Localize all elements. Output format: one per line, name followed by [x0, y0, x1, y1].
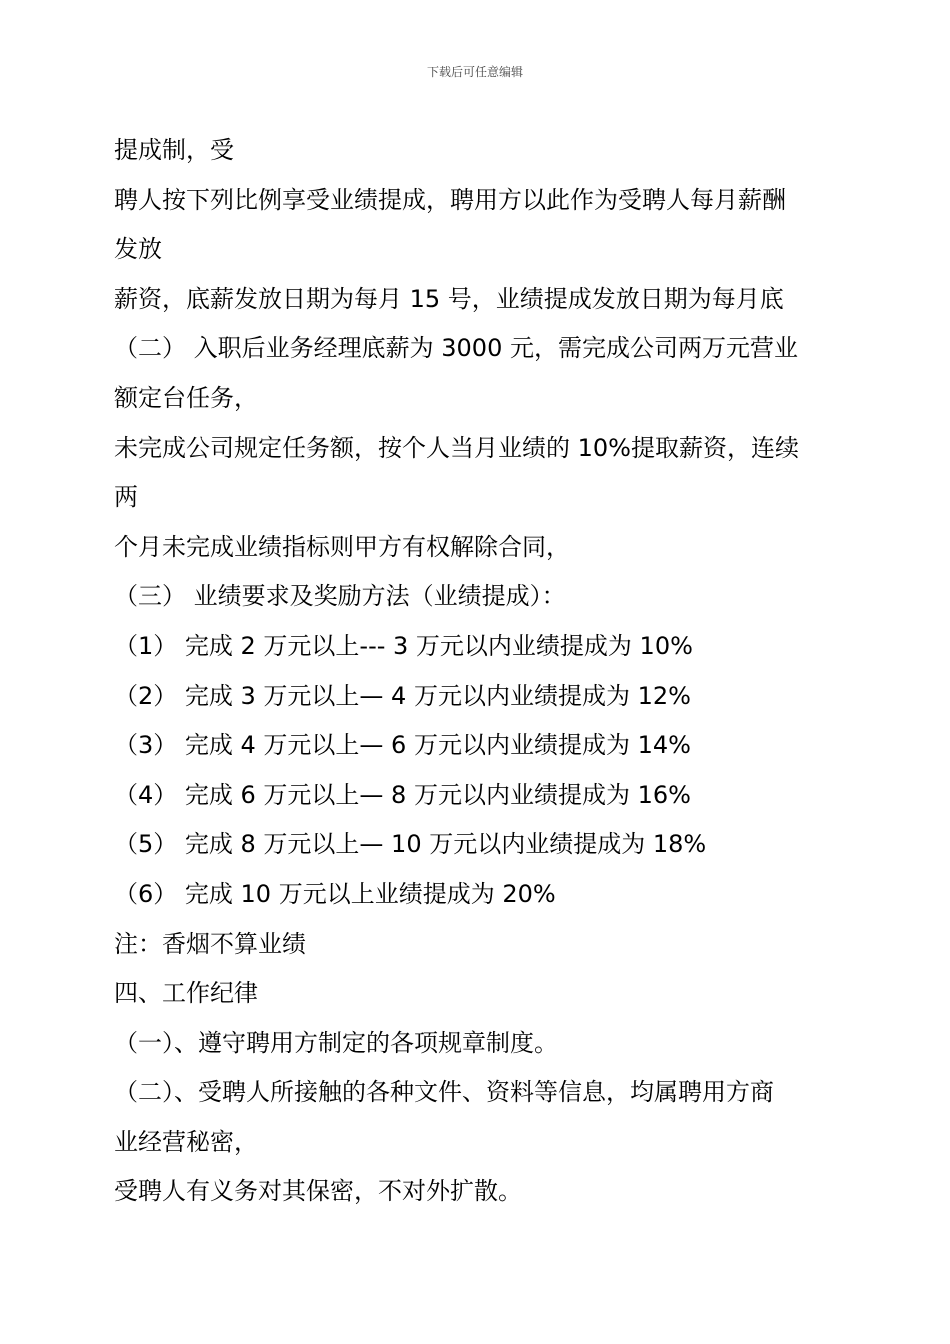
text-line: （二） 入职后业务经理底薪为 3000 元，需完成公司两万元营业 [114, 334, 798, 363]
text-line: （二）、受聘人所接触的各种文件、资料等信息，均属聘用方商 [114, 1078, 774, 1107]
text-line: 业经营秘密， [114, 1127, 258, 1156]
list-item: （3） 完成 4 万元以上— 6 万元以内业绩提成为 14% [114, 731, 691, 760]
list-item: （2） 完成 3 万元以上— 4 万元以内业绩提成为 12% [114, 681, 691, 710]
text-line: 两 [114, 483, 138, 512]
list-item: （5） 完成 8 万元以上— 10 万元以内业绩提成为 18% [114, 830, 707, 859]
text-line: （三） 业绩要求及奖励方法（业绩提成）： [114, 582, 566, 611]
text-line: 注：香烟不算业绩 [114, 929, 306, 958]
text-line: 受聘人有义务对其保密，不对外扩散。 [114, 1177, 522, 1206]
text-line: 提成制，受 [114, 136, 234, 164]
text-line: 发放 [114, 235, 162, 264]
text-line: 薪资，底薪发放日期为每月 15 号，业绩提成发放日期为每月底 [114, 284, 784, 313]
text-line: 个月未完成业绩指标则甲方有权解除合同， [114, 532, 570, 561]
text-line: 未完成公司规定任务额，按个人当月业绩的 10%提取薪资，连续 [114, 433, 799, 462]
text-line: 聘人按下列比例享受业绩提成，聘用方以此作为受聘人每月薪酬 [114, 185, 786, 214]
text-line: （一）、遵守聘用方制定的各项规章制度。 [114, 1028, 558, 1057]
list-item: （6） 完成 10 万元以上业绩提成为 20% [114, 879, 556, 908]
list-item: （4） 完成 6 万元以上— 8 万元以内业绩提成为 16% [114, 780, 691, 809]
document-body [114, 126, 844, 1217]
section-heading: 四、工作纪律 [114, 979, 258, 1008]
text-line: 额定台任务， [114, 383, 258, 412]
page-header: 下载后可任意编辑 [426, 65, 523, 79]
list-item: （1） 完成 2 万元以上--- 3 万元以内业绩提成为 10% [114, 631, 693, 660]
